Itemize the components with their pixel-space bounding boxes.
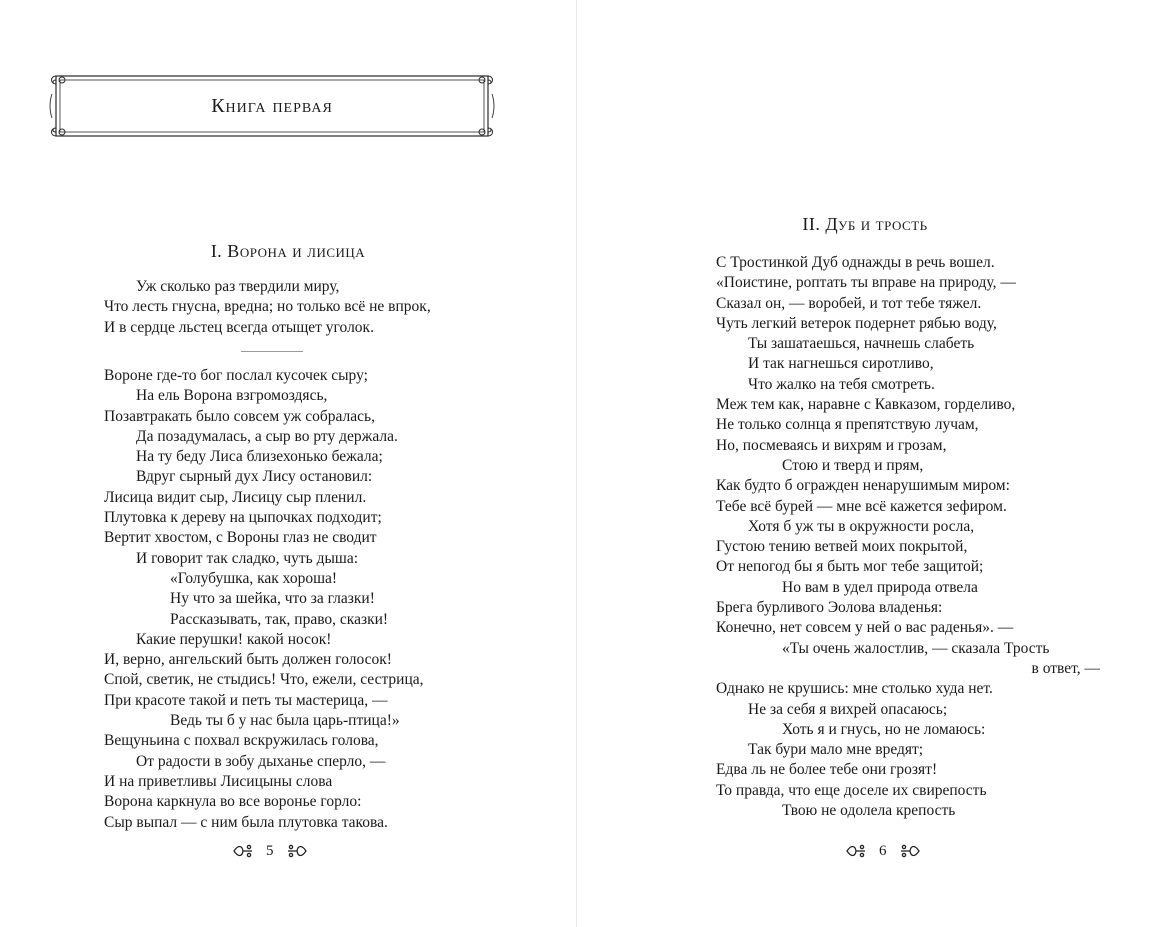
verse-line: Хоть я и гнусь, но не ломаюсь:: [782, 720, 986, 738]
verse-line: «Ты очень жалостлив, — сказала Трость: [782, 639, 1050, 657]
verse-line: Сказал он, — воробей, и тот тебе тяжел.: [716, 294, 982, 312]
verse-line-continuation: в ответ, —: [1031, 659, 1100, 677]
verse-line: Ведь ты б у нас была царь-птица!»: [170, 712, 400, 730]
left-page: [0, 0, 576, 927]
verse-line: От непогод бы я быть мог тебе защитой;: [716, 558, 984, 576]
verse-line: Уж сколько раз твердили миру,: [136, 278, 340, 295]
verse-line: С Тростинкой Дуб однажды в речь вошел.: [716, 254, 995, 271]
verse-line: Спой, светик, не стыдись! Что, ежели, сестрица,: [104, 671, 424, 689]
chapter-title: I. Ворона и лисица: [210, 241, 366, 261]
verse-line: Позавтракать было совсем уж собралась,: [104, 407, 375, 425]
verse-line: Твою не одолела крепость: [782, 802, 956, 820]
verse-line: От радости в зобу дыханье сперло, —: [136, 752, 386, 770]
verse-line: Едва ль не более тебе они грозят!: [716, 761, 938, 779]
verse-line: Густою тению ветвей моих покрытой,: [716, 538, 968, 556]
verse-line: Ты зашатаешься, начнешь слабеть: [748, 335, 975, 353]
verse-line: Так бури мало мне вредят;: [748, 741, 924, 759]
page-number: 6: [879, 842, 887, 859]
fleuron-right-icon: [286, 843, 308, 859]
verse-line: Вещуньина с похвал вскружилась голова,: [104, 732, 379, 750]
verse-line: Не за себя я вихрей опасаюсь;: [748, 700, 948, 718]
verse-line: Вертит хвостом, с Вороны глаз не сводит: [104, 529, 377, 547]
verse-line: Вдруг сырный дух Лису остановил:: [136, 468, 373, 486]
verse-line: И так нагнешься сиротливо,: [748, 355, 934, 373]
verse-line: Меж тем как, наравне с Кавказом, горделиво,: [716, 396, 1016, 414]
verse-line: Сыр выпал — с ним была плутовка такова.: [104, 813, 388, 831]
verse-line: Брега бурливого Эолова владенья:: [716, 599, 943, 617]
page-footer: [232, 841, 308, 861]
right-page: [577, 0, 1153, 927]
verse-line: И, верно, ангельский быть должен голосок!: [104, 651, 392, 669]
verse-line: Ворона каркнула во все воронье горло:: [104, 793, 362, 811]
verse-line: Конечно, нет совсем у ней о вас раденья». —: [716, 619, 1014, 637]
poem-stanza: [104, 366, 424, 833]
verse-line: Однако не крушись: мне столько худа нет.: [716, 680, 993, 698]
fleuron-right-icon: [899, 843, 921, 859]
epigraph: [104, 277, 431, 338]
chapter-title: II. Дуб и трость: [802, 214, 928, 234]
verse-line: Рассказывать, так, право, сказки!: [170, 610, 389, 628]
verse-line: Тебе всё бурей — мне всё кажется зефиром.: [716, 497, 1007, 515]
verse-line: «Голубушка, как хороша!: [170, 569, 338, 587]
fleuron-left-icon: [845, 843, 867, 859]
verse-line: Как будто б огражден ненарушимым миром:: [716, 477, 1010, 495]
page-footer: [845, 841, 921, 861]
verse-line: Что жалко на тебя смотреть.: [748, 375, 935, 393]
verse-line: Чуть легкий ветерок подернет рябью воду,: [716, 314, 997, 332]
section-divider: [241, 351, 303, 352]
verse-line: Что лесть гнусна, вредна; но только всё не впрок,: [104, 298, 431, 316]
verse-line: И на приветливы Лисицыны слова: [104, 772, 333, 790]
page-number: 5: [266, 842, 274, 859]
poem-text: [716, 253, 1100, 821]
book-title: Книга первая: [211, 94, 333, 117]
verse-line: Стою и тверд и прям,: [782, 456, 924, 474]
fleuron-left-icon: [232, 843, 254, 859]
verse-line: При красоте такой и петь ты мастерица, —: [104, 691, 388, 709]
verse-line: Ну что за шейка, что за глазки!: [170, 590, 375, 608]
verse-line: Да позадумалась, а сыр во рту держала.: [136, 427, 398, 445]
verse-line: Хотя б уж ты в окружности росла,: [748, 517, 975, 535]
verse-line: На ель Ворона взгромоздясь,: [136, 387, 328, 405]
verse-line: На ту беду Лиса близехонько бежала;: [136, 448, 383, 466]
verse-line: Какие перушки! какой носок!: [136, 630, 332, 648]
verse-line: И в сердце льстец всегда отыщет уголок.: [104, 318, 374, 336]
verse-line: Но вам в удел природа отвела: [782, 578, 978, 596]
verse-line: То правда, что еще доселе их свирепость: [716, 781, 987, 799]
verse-line: Лисица видит сыр, Лисицу сыр пленил.: [104, 488, 367, 506]
verse-line: И говорит так сладко, чуть дыша:: [136, 549, 359, 567]
verse-line: Но, посмеваясь и вихрям и грозам,: [716, 436, 947, 454]
verse-line: Не только солнца я препятствую лучам,: [716, 416, 979, 434]
verse-line: «Поистине, роптать ты вправе на природу, —: [716, 274, 1016, 292]
verse-line: Плутовка к дереву на цыпочках подходит;: [104, 509, 382, 527]
verse-line: Вороне где-то бог послал кусочек сыру;: [104, 367, 368, 384]
